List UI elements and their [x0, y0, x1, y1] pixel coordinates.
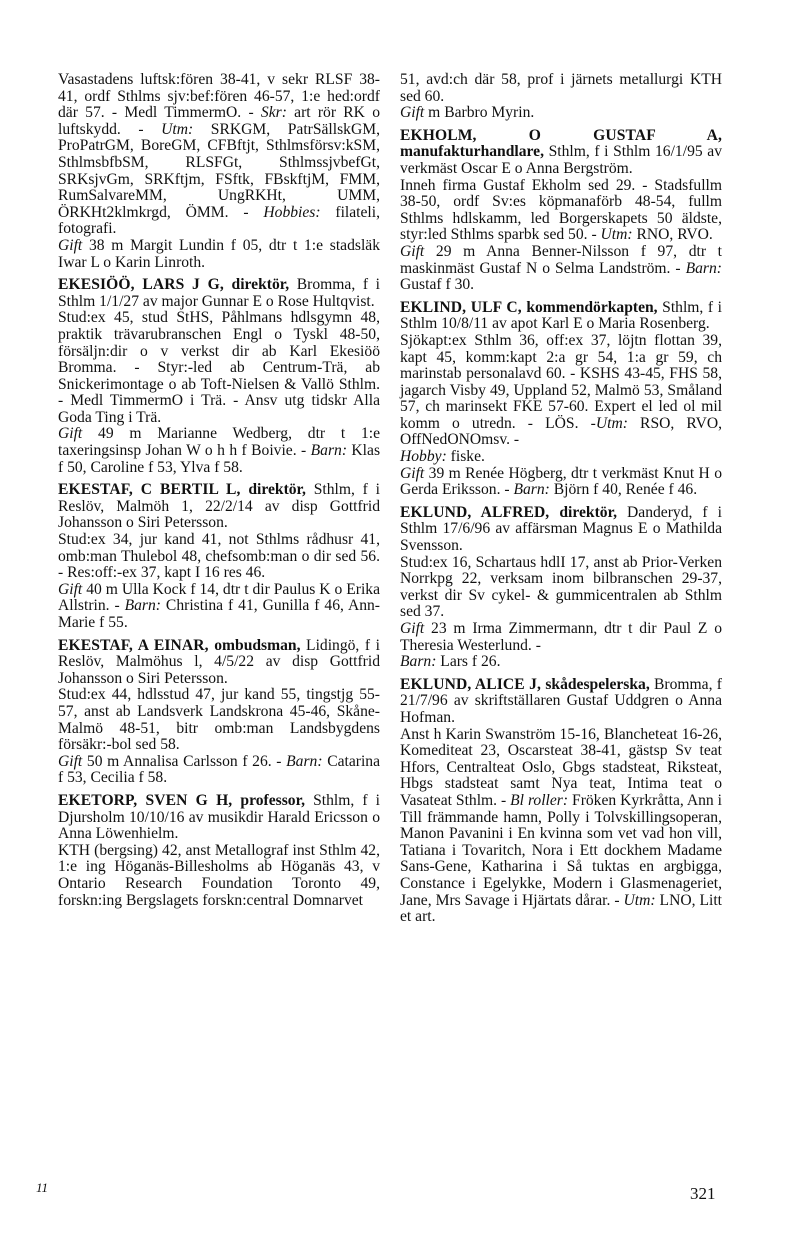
- roller-label: Bl roller:: [510, 791, 569, 809]
- entry-text: [400, 621, 722, 654]
- utm-label: Utm:: [161, 120, 194, 138]
- text-segment: Gustaf f 30.: [400, 276, 475, 294]
- entry-heading: [58, 638, 380, 688]
- text-segment: Anst h Karin Swanström 15-16, Blancheteat 16-26, Komediteat 23, Oscarsteat 38-41, gästsp Sv teat Hfors, Centralteat Oslo, Gbgs stadsteat, Riksteat, Hbgs stadsteat samt Nya teat, Intima teat o Vasateat Sthlm. -: [400, 725, 722, 809]
- text-segment: filateli, fotografi.: [58, 203, 380, 238]
- text-segment: 38 m Margit Lundin f 05, dtr t 1:e stadsläk Iwar L o Karin Linroth.: [58, 236, 380, 271]
- entry-text: [400, 178, 722, 244]
- text-segment: Danderyd, f i Sthlm 17/6/96 av affärsman Magnus E o Mathilda Svensson.: [400, 503, 722, 555]
- entry-title: kommendörkapten,: [521, 298, 658, 316]
- utm-label: Utm:: [595, 414, 628, 432]
- gift-label: Gift: [400, 242, 425, 260]
- text-segment: 49 m Marianne Wedberg, dtr t 1:e taxeringsinsp Johan W o h h f Boivie. -: [58, 425, 380, 460]
- text-segment: 23 m Irma Zimmermann, dtr t dir Paul Z o Theresia Westerlund. -: [400, 620, 722, 654]
- entry-text: [58, 582, 380, 632]
- text-segment: Sthlm, f i Reslöv, Malmöh 1, 22/2/14 av disp Gottfrid Johansson o Siri Petersson.: [58, 481, 380, 532]
- gift-label: Gift: [58, 752, 83, 770]
- entry-title: skådespelerska,: [541, 675, 650, 693]
- barn-label: Barn:: [310, 442, 348, 460]
- entry-heading: [400, 300, 722, 333]
- entry-heading: [58, 277, 380, 310]
- text-segment: Bromma, f 21/7/96 av skriftställaren Gustaf Uddgren o Anna Hofman.: [400, 675, 722, 726]
- gift-label: Gift: [58, 236, 83, 254]
- entry-ekesioo: [58, 277, 380, 476]
- entry-text: Stud:ex 16, Schartaus hdlI 17, anst ab Prior-Verken Norrkpg 22, verksam inom bilbranschen 29-37, verkst dir Sv cykel- & gummicentralen ab Sthlm sed 37.: [400, 553, 722, 621]
- right-column: [400, 72, 722, 926]
- entry-heading: [400, 128, 722, 178]
- entry-continuation-right: [400, 72, 722, 122]
- barn-label: Barn:: [400, 653, 437, 671]
- entry-title: direktör,: [240, 481, 306, 499]
- gift-label: Gift: [400, 104, 425, 122]
- gift-label: Gift: [58, 580, 83, 598]
- text-segment: Catarina f 53, Cecilia f 58.: [58, 752, 381, 787]
- barn-label: Barn:: [286, 752, 323, 770]
- text-segment: Inneh firma Gustaf Ekholm sed 29. - Stadsfullm 38-50, ordf Sv:es köpmanaförb 48-54, fullm Sthlms hdlskamm, led Borgerskapets 50 äldste, styr:led Sthlms sparbk sed 50. -: [400, 176, 722, 244]
- entry-ekestaf-bertil: [58, 482, 380, 631]
- text-segment: 40 m Ulla Kock f 14, dtr t dir Paulus K o Erika Allstrin. -: [58, 580, 380, 615]
- entry-text: [58, 238, 380, 271]
- entry-name: EKESTAF, A EINAR,: [58, 636, 209, 654]
- text-segment: SRKGM, PatrSällskGM, ProPatrGM, BoreGM, CFBftjt, Sthlmsförsv:kSM, SthlmsbfbSM, RLSFGt, SthlmssjvbefGt, SRKsjvGm, SRKftjm, FSftk, FBskftjM, FMM, RumSalvareMM, UngRKHt, UMM, ÖRKHt2klmkrgd, ÖMM. -: [58, 120, 380, 221]
- entry-ekestaf-einar: [58, 638, 380, 787]
- entry-heading: [400, 677, 722, 727]
- text-segment: Sthlm, f i Sthlm 16/1/95 av verkmäst Oscar E o Anna Bergström.: [400, 143, 722, 177]
- entry-eklund-alice: [400, 677, 722, 926]
- entry-text: [400, 449, 722, 466]
- entry-text: [400, 466, 722, 499]
- entry-title: ombudsman,: [208, 636, 301, 654]
- text-segment: Björn f 40, Renée f 46.: [549, 481, 698, 499]
- entry-text: [400, 333, 722, 449]
- text-segment: RSO, RVO, OffNedONOmsv. -: [400, 414, 722, 449]
- text-segment: Bromma, f i Sthlm 1/1/27 av major Gunnar E o Rose Hultqvist.: [58, 276, 380, 310]
- gift-label: Gift: [400, 620, 425, 637]
- text-segment: fiske.: [446, 448, 485, 466]
- entry-name: EKHOLM, O GUSTAF A,: [400, 126, 722, 144]
- hobby-label: Hobby:: [400, 448, 447, 466]
- hobbies-label: Hobbies:: [263, 203, 321, 221]
- text-segment: Christina f 41, Gunilla f 46, Ann-Marie f 55.: [58, 597, 381, 631]
- entry-name: EKLUND, ALICE J,: [400, 675, 542, 693]
- entry-text: Stud:ex 45, stud StHS, Påhlmans hdlsgymn 48, praktik trävarubranschen Engl o Tyskl 48-50, försäljn:dir o v verkst dir ab Karl Ekesiöö Bromma. - Styr:-led ab Centrum-Trä, ab Snickerimontage o ab Toft-Nielsen & Vallö Sthlm. - Medl TimmermO i Trä. - Ansv utg tidskr Alla Goda Ting i Trä.: [58, 309, 380, 426]
- gift-label: Gift: [400, 464, 425, 482]
- entry-name: EKESTAF, C BERTIL L,: [58, 481, 241, 499]
- entry-eketorp: [58, 793, 380, 909]
- entry-title: manufakturhandlare,: [400, 143, 544, 161]
- entry-name: EKLUND, ALFRED,: [400, 503, 550, 521]
- entry-text: [400, 654, 722, 671]
- text-segment: Lars f 26.: [436, 653, 501, 671]
- text-segment: Klas f 50, Caroline f 53, Ylva f 58.: [58, 442, 381, 476]
- entry-text: Stud:ex 44, hdlsstud 47, jur kand 55, tingstjg 55-57, anst ab Landsverk Landskrona 45-46, Skåne-Malmö 48-51, bitr omb:man Landsbygdens försäkr:-bol sed 58.: [58, 686, 380, 754]
- text-segment: LNO, Litt et art.: [400, 891, 722, 926]
- text-segment: Lidingö, f i Reslöv, Malmöhus l, 4/5/22 av disp Gottfrid Johansson o Siri Petersson.: [58, 636, 380, 687]
- barn-label: Barn:: [685, 259, 722, 277]
- entry-eklund-alfred: [400, 505, 722, 671]
- barn-label: Barn:: [124, 597, 161, 615]
- text-segment: Fröken Kyrkråtta, Ann i Till främmande hamn, Polly i Tolvskillingsoperan, Manon Pavanini i En kvinna som vet vad hon vill, Tatiana i Tovaritch, Nora i Ett dockhem Madame Sans-Gene, Katharina i Så tuktas en argbigga, Constance i Egelykke, Modern i Glasmenageriet, Jane, Mrs Savage i Hjärtats dårar. -: [400, 791, 722, 909]
- text-segment: 39 m Renée Högberg, dtr t verkmäst Knut H o Gerda Eriksson. -: [400, 464, 722, 499]
- text-segment: Vasastadens luftsk:fören 38-41, v sekr RLSF 38-41, ordf Sthlms sjv:bef:fören 46-57, 1:e hed:ordf där 57. - Medl TimmermO. -: [58, 71, 380, 122]
- entry-text: [58, 72, 380, 238]
- entry-text: [400, 727, 722, 926]
- entry-heading: [400, 505, 722, 555]
- text-segment: RNO, RVO.: [632, 226, 713, 244]
- entry-text: [400, 244, 722, 294]
- entry-text: 51, avd:ch där 58, prof i järnets metallurgi KTH sed 60.: [400, 71, 722, 105]
- entry-text: [58, 426, 380, 476]
- text-segment: 29 m Anna Benner-Nilsson f 97, dtr t maskinmäst Gustaf N o Selma Landström. -: [400, 242, 722, 277]
- entry-heading: [58, 482, 380, 532]
- entry-text: [400, 105, 722, 122]
- barn-label: Barn:: [513, 481, 550, 499]
- utm-label: Utm:: [600, 226, 633, 244]
- entry-text: Stud:ex 34, jur kand 41, not Sthlms rådhusr 41, omb:man Thulebol 48, chefsomb:man o dir sed 56. - Res:off:-ex 37, kapt I 16 res 46.: [58, 531, 380, 582]
- entry-title: direktör,: [549, 503, 617, 521]
- page-number: 321: [690, 1184, 716, 1203]
- utm-label: Utm:: [623, 891, 656, 909]
- entry-continuation-left: [58, 72, 380, 271]
- entry-name: EKLIND, ULF C,: [400, 298, 522, 316]
- text-segment: art rör RK o luftskydd. -: [58, 104, 380, 138]
- skr-label: Skr:: [260, 104, 287, 122]
- text-segment: m Barbro Myrin.: [424, 104, 535, 122]
- entry-text: KTH (bergsing) 42, anst Metallograf inst Sthlm 42, 1:e ing Höganäs-Billesholms ab Höganäs 43, v Ontario Research Foundation Toronto 49, forskn:ing Bergslagets forskn:central Domnarvet: [58, 841, 380, 909]
- text-segment: 50 m Annalisa Carlsson f 26. -: [82, 752, 287, 770]
- entry-title: professor,: [232, 791, 305, 809]
- entry-heading: [58, 793, 380, 843]
- entry-text: [58, 754, 380, 787]
- entry-eklind: [400, 300, 722, 499]
- entry-ekholm: [400, 128, 722, 294]
- gift-label: Gift: [58, 425, 83, 443]
- text-segment: Sjökapt:ex Sthlm 36, off:ex 37, löjtn flottan 39, kapt 45, komm:kapt 2:a gr 54, 1:a gr 59, ch marinstab personalavd 60. - KSHS 43-45, FHS 58, jagarch Visby 49, Uppland 52, Malmö 53, Småland 57, ch marinsekt FKE 57-60. Expert el led ol mil komm o utredn. - LÖS. -: [400, 331, 722, 432]
- left-column: [58, 72, 380, 909]
- entry-name: EKESIÖÖ, LARS J G,: [58, 276, 224, 294]
- text-segment: Sthlm, f i Sthlm 10/8/11 av apot Karl E o Maria Rosenberg.: [400, 298, 722, 333]
- signature-mark: 11: [36, 1180, 49, 1195]
- entry-title: direktör,: [223, 276, 290, 294]
- entry-name: EKETORP, SVEN G H,: [58, 791, 233, 809]
- text-segment: Sthlm, f i Djursholm 10/10/16 av musikdir Harald Ericsson o Anna Löwenhielm.: [58, 791, 380, 843]
